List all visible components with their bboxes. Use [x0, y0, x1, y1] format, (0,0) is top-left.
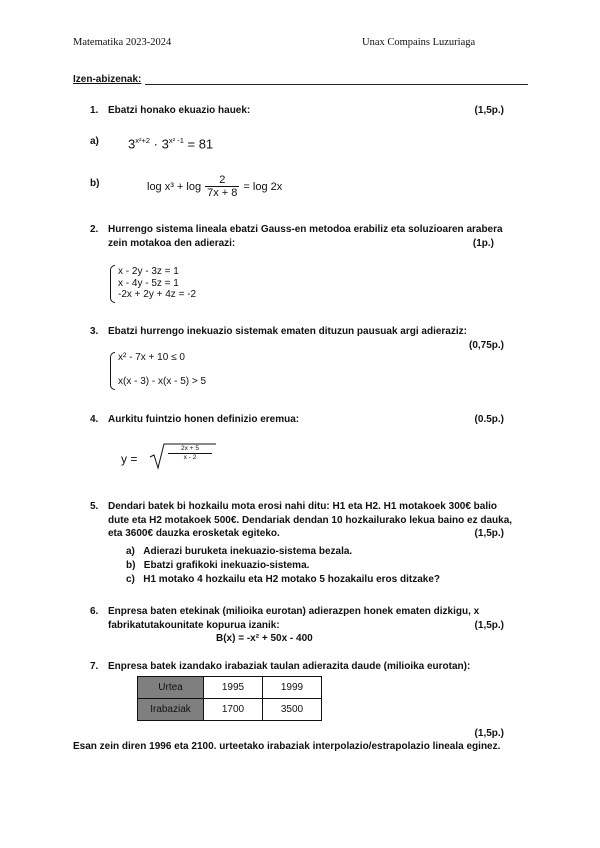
header-subject: Matematika 2023-2024: [73, 37, 172, 48]
q3-number: 3.: [90, 326, 99, 337]
q1b-numerator: 2: [219, 174, 226, 186]
q6-formula: B(x) = -x² + 50x - 400: [216, 633, 313, 644]
q1a-exp2: x² -1: [168, 136, 184, 145]
q6-number: 6.: [90, 606, 99, 617]
q7-number: 7.: [90, 661, 99, 672]
q3-eq-1: x² - 7x + 10 ≤ 0: [118, 352, 185, 363]
q1b-log-part: log x³ + log: [147, 180, 202, 193]
name-line: [145, 75, 528, 85]
q1a-base2: 3: [161, 136, 169, 152]
q2-eq-2: x - 4y - 5z = 1: [118, 277, 179, 289]
q1a-rhs: = 81: [187, 136, 214, 152]
q1a-exp1: x²+2: [135, 136, 151, 145]
q5-item-c-label: c): [126, 574, 135, 585]
table-cell: 1999: [263, 677, 322, 699]
q5-text: Dendari batek bi hozkailu mota erosi nahi ditu: H1 eta H2. H1 motakoek 300€ balio dute eta H2 motakoek 500€. Dendariak dendan 10 hozkailurako lekua baino ez dauka, eta 3600€ dauzka erosketak egiteko.: [108, 501, 513, 539]
name-field: [73, 74, 528, 85]
q5-item-c: [126, 574, 440, 585]
q5-points: (1,5p.): [474, 528, 504, 539]
q3-eq-2: x(x - 3) - x(x - 5) > 5: [118, 375, 207, 387]
table-cell-header: Urtea: [138, 677, 204, 699]
q5-number: 5.: [90, 501, 99, 512]
q2-text: Hurrengo sistema lineala ebatzi Gauss-en metodoa erabiliz eta soluzioaren arabera zein motakoa den adierazi:: [108, 224, 503, 249]
table-row: [138, 677, 322, 699]
table-cell-header: Irabaziak: [138, 699, 204, 721]
q1b-rhs: = log 2x: [243, 180, 283, 193]
q2-points: (1p.): [472, 237, 494, 249]
q4-y-label: y =: [121, 452, 138, 466]
q2-eq-3: -2x + 2y + 4z = -2: [118, 289, 197, 300]
q7-table: [137, 676, 322, 721]
q4-number: 4.: [90, 414, 99, 425]
q6-text: Enpresa baten etekinak (milioika eurotan) adierazpen honek ematen dizkigu, x fabrikatutakounitate kopurua izanik:: [108, 606, 480, 631]
q5-item-a: [126, 546, 352, 557]
q1a-label: a): [90, 136, 99, 147]
q4-text: Aurkitu fuintzio honen definizio eremua:: [108, 414, 300, 425]
q4-numerator: 2x + 5: [181, 445, 199, 452]
q5-item-b-text: Ebatzi grafikoki inekuazio-sistema.: [143, 560, 310, 571]
q1a-equation: [128, 136, 213, 151]
q3-text: Ebatzi hurrengo inekuazio sistemak ematen dituzun pausuak argi adieraziz:: [108, 326, 467, 337]
q4-denominator: x - 2: [168, 453, 212, 461]
q7-text: Enpresa batek izandako irabaziak taulan adierazita daude (milioika eurotan):: [108, 661, 471, 672]
table-cell: 3500: [263, 699, 322, 721]
q2-number: 2.: [90, 224, 99, 235]
table-cell: 1700: [204, 699, 263, 721]
q5-item-a-text: Adierazi buruketa inekuazio-sistema bezala.: [143, 546, 353, 557]
q1-number: 1.: [90, 105, 99, 116]
q1b-denominator: 7x + 8: [207, 187, 238, 199]
header-author: Unax Compains Luzuriaga: [362, 37, 476, 48]
q5-item-a-label: a): [126, 546, 135, 557]
q3-brace: [110, 352, 115, 390]
q2-system: [118, 266, 196, 301]
q1b-equation: [147, 174, 282, 199]
table-row: [138, 699, 322, 721]
q2-brace: [110, 265, 115, 303]
q4-fraction: [168, 445, 212, 461]
q7-points: (1,5p.): [474, 728, 504, 739]
q1b-fraction: [205, 174, 239, 199]
q1a-base: 3: [128, 136, 136, 152]
q1-points: (1,5p.): [474, 105, 504, 116]
q1b-label: b): [90, 178, 100, 189]
q4-points: (0.5p.): [474, 414, 504, 425]
q5-item-b-label: b): [126, 560, 136, 571]
table-cell: 1995: [204, 677, 263, 699]
name-label: Izen-abizenak:: [73, 74, 142, 85]
q1-text: Ebatzi honako ekuazio hauek:: [108, 105, 251, 116]
q3-system: [118, 352, 206, 387]
q3-points: (0,75p.): [468, 340, 504, 351]
q6-points: (1,5p.): [474, 619, 504, 631]
q1a-dot: ·: [153, 136, 159, 152]
q5-item-b: [126, 560, 309, 571]
q7-follow-text: Esan zein diren 1996 eta 2100. urteetako irabaziak interpolazio/estrapolazio lineala eginez.: [73, 741, 501, 752]
q5-item-c-text: H1 motako 4 hozkailu eta H2 motako 5 hozakailu eros ditzake?: [143, 574, 441, 585]
q2-eq-1: x - 2y - 3z = 1: [118, 266, 179, 277]
